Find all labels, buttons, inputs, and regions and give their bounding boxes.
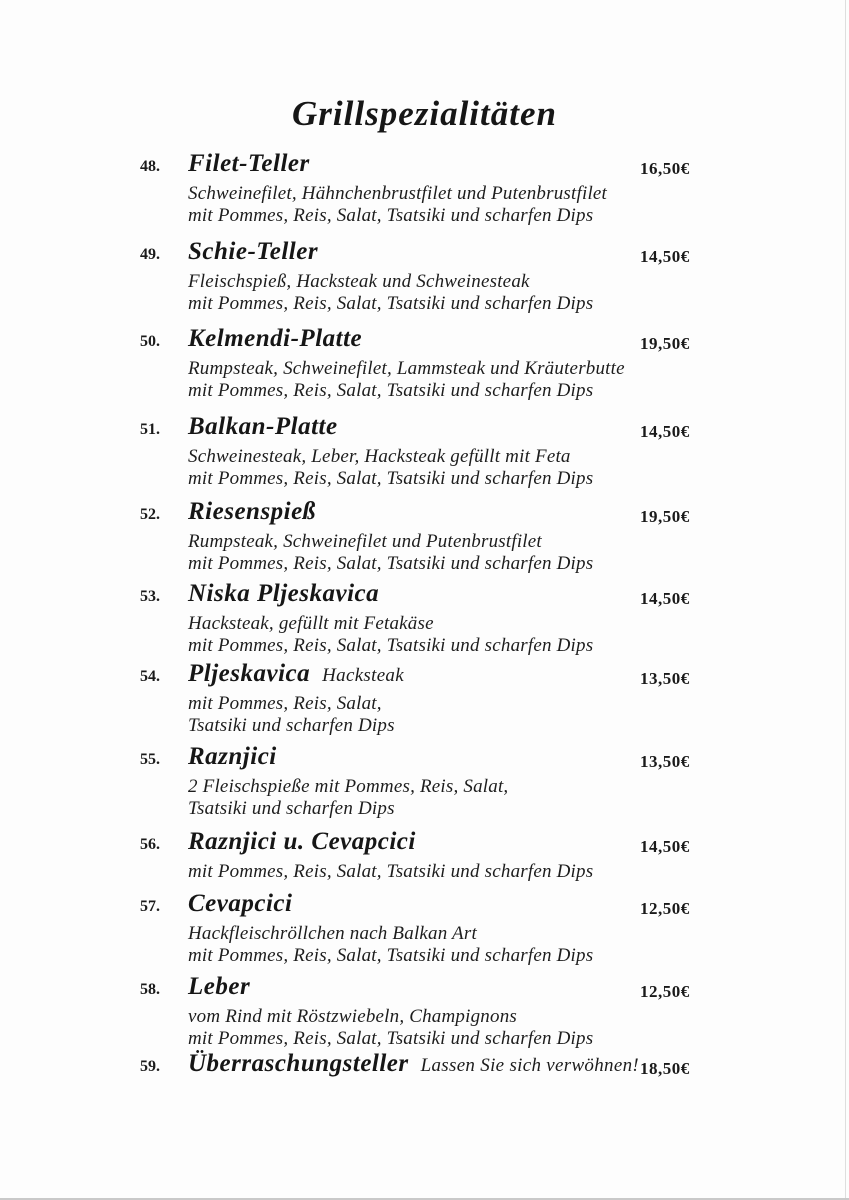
item-number: 53. [140,588,160,605]
item-name: Niska Pljeskavica [188,580,380,607]
menu-item-heading [0,660,849,691]
item-description [188,776,849,820]
item-description [188,1006,849,1050]
item-price: 13,50€ [640,669,690,688]
item-description-line: Tsatsiki und scharfen Dips [188,715,395,736]
item-number: 51. [140,421,160,438]
item-name: Kelmendi-Platte [188,325,363,352]
item-description-line: mit Pommes, Reis, Salat, Tsatsiki und scharfen Dips [188,468,594,489]
item-name: Schie-Teller [188,238,319,265]
menu-item-heading [0,325,849,356]
item-number: 55. [140,751,160,768]
menu-item [0,580,849,657]
item-description-line: mit Pommes, Reis, Salat, Tsatsiki und scharfen Dips [188,945,594,966]
item-description-line: vom Rind mit Röstzwiebeln, Champignons [188,1006,518,1027]
item-number: 52. [140,506,160,523]
item-name: Cevapcici [188,890,293,917]
menu-item-heading [0,890,849,921]
menu-item [0,150,849,227]
item-name: Pljeskavica [188,660,311,687]
item-description [188,358,849,402]
item-description-line: Schweinefilet, Hähnchenbrustfilet und Putenbrustfilet [188,183,608,204]
item-price: 19,50€ [640,507,690,526]
item-name-note: Hacksteak [322,665,404,686]
item-description-line: mit Pommes, Reis, Salat, Tsatsiki und scharfen Dips [188,861,594,882]
item-price: 18,50€ [640,1059,690,1078]
item-number: 54. [140,668,160,685]
item-price: 14,50€ [640,247,690,266]
item-price: 12,50€ [640,899,690,918]
item-description-line: mit Pommes, Reis, Salat, Tsatsiki und scharfen Dips [188,635,594,656]
menu-item-heading [0,150,849,181]
item-description-line: mit Pommes, Reis, Salat, Tsatsiki und scharfen Dips [188,293,594,314]
item-description-line: Rumpsteak, Schweinefilet, Lammsteak und Kräuterbutte [188,358,625,379]
item-price: 19,50€ [640,334,690,353]
menu-item [0,828,849,883]
menu-item-heading [0,413,849,444]
item-price: 14,50€ [640,589,690,608]
item-description [188,183,849,227]
menu-item-heading [0,973,849,1004]
item-description-line: Schweinesteak, Leber, Hacksteak gefüllt mit Feta [188,446,571,467]
item-number: 57. [140,898,160,915]
item-name: Raznjici [188,743,277,770]
item-number: 56. [140,836,160,853]
item-description [188,923,849,967]
item-price: 14,50€ [640,837,690,856]
menu-item [0,973,849,1050]
menu-item [0,413,849,490]
item-number: 49. [140,246,160,263]
item-name: Riesenspieß [188,498,316,525]
item-price: 14,50€ [640,422,690,441]
menu-item-heading [0,238,849,269]
item-number: 50. [140,333,160,350]
item-description-line: Hacksteak, gefüllt mit Fetakäse [188,613,434,634]
menu-item [0,1050,849,1081]
item-name-note: Lassen Sie sich verwöhnen! [420,1055,639,1076]
menu-item-heading [0,1050,849,1081]
item-price: 13,50€ [640,752,690,771]
item-name: Raznjici u. Cevapcici [188,828,416,855]
item-name: Leber [188,973,251,1000]
item-description-line: mit Pommes, Reis, Salat, Tsatsiki und scharfen Dips [188,380,594,401]
item-description [188,531,849,575]
menu-item [0,890,849,967]
item-description-line: Hackfleischröllchen nach Balkan Art [188,923,477,944]
item-description [188,861,849,883]
item-number: 48. [140,158,160,175]
item-price: 16,50€ [640,159,690,178]
item-description [188,271,849,315]
item-name: Überraschungsteller [188,1050,409,1077]
item-number: 59. [140,1058,160,1075]
item-description-line: mit Pommes, Reis, Salat, [188,693,382,714]
item-description [188,446,849,490]
menu-item [0,325,849,402]
scan-edge-right [845,0,846,1200]
menu-item-heading [0,580,849,611]
menu-item [0,238,849,315]
item-description [188,613,849,657]
item-description-line: 2 Fleischspieße mit Pommes, Reis, Salat, [188,776,509,797]
item-price: 12,50€ [640,982,690,1001]
menu-item [0,498,849,575]
item-description-line: mit Pommes, Reis, Salat, Tsatsiki und scharfen Dips [188,553,594,574]
menu-item-heading [0,498,849,529]
menu-item-heading [0,828,849,859]
item-description [188,693,849,737]
item-name: Filet-Teller [188,150,310,177]
menu-item [0,660,849,737]
menu-title: Grillspezialitäten [292,94,557,133]
item-description-line: Tsatsiki und scharfen Dips [188,798,395,819]
item-description-line: Rumpsteak, Schweinefilet und Putenbrustfilet [188,531,542,552]
item-name: Balkan-Platte [188,413,338,440]
menu-item-heading [0,743,849,774]
item-description-line: Fleischspieß, Hacksteak und Schweinesteak [188,271,530,292]
item-description-line: mit Pommes, Reis, Salat, Tsatsiki und scharfen Dips [188,1028,594,1049]
item-number: 58. [140,981,160,998]
item-description-line: mit Pommes, Reis, Salat, Tsatsiki und scharfen Dips [188,205,594,226]
menu-item [0,743,849,820]
